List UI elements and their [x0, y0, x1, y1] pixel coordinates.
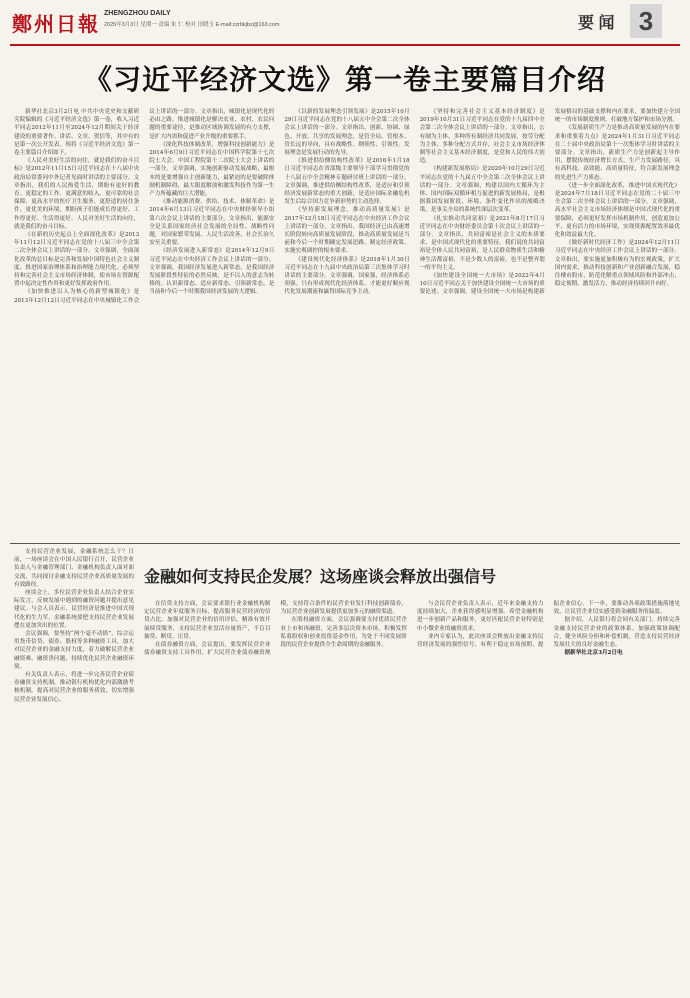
- byline: 据新华社北京3月2日电: [564, 650, 623, 657]
- main-paragraph: 《深化科技体制改革，增强科技创新能力》是2014年6月9日习近平同志在中国科学院第十七次院士大会、中国工程院第十二次院士大会上讲话的一部分。文章强调，实施创新驱动发展战略，最根本的是要增强自主创新能力，最紧迫的是要破除体制机制障碍，最大限度解放和激发科技作为第一生产力所蕴藏的巨大潜能。: [149, 141, 275, 198]
- main-paragraph: 《进一步全面深化改革，推进中国式现代化》是2024年7月18日习近平同志在党的二十届三中全会第二次全体会议上讲话的一部分。文章强调，高水平社会主义市场经济体制是中国式现代化的重要保障，必须更好发挥市场机制作用，创造更加公平、更有活力的市场环境，实现资源配置效率最优化和效益最大化。: [554, 182, 680, 239]
- sub-paragraph: 会议强调，要坚持“两个毫不动摇”，综合运用货币信贷、债券、股权等多种融资工具，加大对民营企业的金融支持力度，着力破解民营企业融资难、融资贵问题，持续优化民营企业融资环境。: [14, 631, 134, 670]
- sub-paragraph: 支持民营企业发展，金融系统怎么干？日前，一场座谈会在中国人民银行召开，民营企业负责人与金融管理部门、金融机构负责人面对面交流，共同探讨金融支持民营企业高质量发展的有效路径。: [14, 549, 134, 588]
- main-paragraph: 《坚持新发展理念，推动高质量发展》是2017年12月18日习近平同志在中央经济工作会议上讲话的一部分。文章指出，我国经济已由高速增长阶段转向高质量发展阶段，推动高质量发展是当前和今后一个时期确定发展思路、制定经济政策、实施宏观调控的根本要求。: [284, 207, 410, 255]
- page-number: 3: [630, 4, 662, 38]
- main-paragraph: 《发展新质生产力是推动高质量发展的内在要求和重要着力点》是2024年1月31日习近平同志在二十届中央政治局第十一次集体学习时讲话的主要部分。文章指出，新质生产力是创新起主导作用，摆脱传统经济增长方式、生产力发展路径，具有高科技、高效能、高质量特征，符合新发展理念的先进生产力质态。: [554, 125, 680, 181]
- sub-paragraph: 据介绍，人民银行将会同有关部门，持续完善金融支持民营企业的政策体系，加强政策协调配合，健全风险分担和补偿机制，营造支持民营经济发展壮大的良好金融生态。: [553, 617, 680, 649]
- main-paragraph: 新华社北京3月2日电 中共中央党史和文献研究院编辑的《习近平经济文选》第一卷，收入习近平同志2012年11月至2024年12月期间关于经济建设的重要著作、讲话、文章、贺信等，其中有的是第一次公开发表。现将《习近平经济文选》第一卷主要篇目介绍如下。: [14, 109, 140, 157]
- newspaper-logo: 鄭州日報: [12, 12, 100, 36]
- sub-paragraph: 业内专家认为，此次座谈会释放出金融支持民营经济发展的强烈信号，有利于稳定市场预期、提振企业信心。下一步，要推动各项政策措施落地见效，让民营企业切实感受到金融服务的温度。: [417, 601, 680, 649]
- sub-paragraph: 在债券融资方面，会议提出，要发挥民营企业债券融资支持工具作用，扩大民营企业债券融资规模，支持符合条件的民营企业发行科技创新债券，为民营企业创新发展提供更加多元的融资渠道。: [144, 601, 407, 657]
- sub-article-right-columns: [144, 600, 680, 986]
- main-paragraph: 《以新的发展理念引领发展》是2015年10月29日习近平同志在党的十八届五中全会第二次全体会议上讲话的一部分。文章指出，创新、协调、绿色、开放、共享的发展理念，是管全局、管根本、管长远的导向，具有战略性、纲领性、引领性。发展理念是发展行动的先导。: [284, 109, 410, 157]
- newspaper-logo-en: ZHENGZHOU DAILY: [104, 10, 171, 17]
- main-paragraph: 《做好新时代经济工作》是2024年12月11日习近平同志在中央经济工作会议上讲话的一部分。文章指出，要实施更加积极有为的宏观政策，扩大国内需求，推动科技创新和产业创新融合发展，稳住楼市股市，防范化解重点领域风险和外部冲击，稳定预期、激发活力，推动经济持续回升向好。: [554, 240, 680, 288]
- main-paragraph: 《构建新发展格局》是2020年10月29日习近平同志在党的十九届五中全会第二次全体会议上讲话的一部分。文章强调，构建以国内大循环为主体、国内国际双循环相互促进的新发展格局，是根据我国发展阶段、环境、条件变化作出的战略决策，是事关全局的系统性深层次变革。: [419, 166, 545, 214]
- main-paragraph: 《建设现代化经济体系》是2018年1月30日习近平同志在十九届中央政治局第三次集体学习时讲话的主要部分。文章强调，国家强，经济体系必须强。只有形成现代化经济体系，才能更好顺应现代化发展潮流和赢得国际竞争主动。: [284, 256, 410, 296]
- main-paragraph: 《推进供给侧结构性改革》是2016年1月18日习近平同志在省部级主要领导干部学习贯彻党的十八届五中全会精神专题研讨班上讲话的一部分。文章强调，推进供给侧结构性改革，是适应和引领经济发展新常态的重大创新，是适应国际金融危机发生后综合国力竞争新形势的主动选择。: [284, 158, 410, 206]
- main-paragraph: 《在新的历史起点上全面深化改革》是2013年11月12日习近平同志在党的十八届三中全会第二次全体会议上讲话的一部分。文章强调，全面深化改革的总目标是完善和发展中国特色社会主义制度、推进国家治理体系和治理能力现代化。必须坚持和完善社会主义市场经济体制，使市场在资源配置中起决定性作用和更好发挥政府作用。: [14, 232, 140, 288]
- sub-paragraph: 在信贷支持方面，会议要求银行业金融机构制定民营企业年度服务目标，提高服务民营经济的信贷占比。加强对民营企业的信用评估，精准有效开展续贷服务，支持民营企业盘活存量资产，不盲目抽贷、断贷、压贷。: [144, 601, 271, 640]
- masthead-rule: [10, 44, 680, 46]
- section-name: 要 闻: [578, 15, 615, 32]
- article-divider: [10, 543, 680, 544]
- sub-article: [14, 548, 680, 988]
- masthead: [0, 0, 690, 48]
- main-paragraph: 《推动能源消费、供给、技术、体制革命》是2014年6月13日习近平同志在中央财经领导小组第六次会议上讲话的主要部分。文章指出，能源安全是关系国家经济社会发展的全局性、战略性问题，对国家繁荣发展、人民生活改善、社会长治久安至关重要。: [149, 199, 275, 247]
- main-headline: 《习近平经济文选》第一卷主要篇目介绍: [83, 63, 606, 96]
- main-paragraph: 《加快推进以人为核心的新型城镇化》是2013年12月12日习近平同志在中央城镇化工作会议上讲话的一部分。文章指出，城镇化是现代化的必由之路，推进城镇化是解决农业、农村、农民问题的重要途径，是推动区域协调发展的有力支撑，是扩大内需和促进产业升级的重要抓手。: [14, 109, 275, 304]
- main-paragraph: 《加快建设全国统一大市场》是2022年4月10日习近平同志关于加快建设全国统一大市场的重要论述。文章强调，建设全国统一大市场是构建新发展格局的基础支撑和内在要求，要加快建立全国统一的市场制度规则，打破地方保护和市场分割。: [419, 109, 680, 296]
- masthead-info: 2025年3月3日 星期一 责编 朱 仁 校对 田晓玉 E-mail:zzrbkjbz@163.com: [104, 22, 280, 28]
- main-paragraph: 《坚持和完善社会主义基本经济制度》是2019年10月31日习近平同志在党的十九届四中全会第二次全体会议上讲话的一部分。文章指出，公有制为主体、多种所有制经济共同发展，按劳分配为主体、多种分配方式并存，社会主义市场经济体制等社会主义基本经济制度，是党和人民的伟大创造。: [419, 109, 545, 165]
- main-paragraph: 《扎实推动共同富裕》是2021年8月17日习近平同志在中央财经委员会第十次会议上讲话的一部分。文章指出，共同富裕是社会主义的本质要求，是中国式现代化的重要特征。我们说的共同富裕是全体人民共同富裕，是人民群众物质生活和精神生活都富裕，不是少数人的富裕，也不是整齐划一的平均主义。: [419, 215, 545, 271]
- main-article-body: [14, 108, 680, 540]
- sub-paragraph: 与会民营企业负责人表示，近年来金融支持力度持续加大，企业获得感明显增强。希望金融机构进一步创新产品和服务，更好匹配民营企业特别是中小微企业的融资需求。: [417, 601, 544, 632]
- main-paragraph: 《人民对美好生活的向往，就是我们的奋斗目标》是2012年11月15日习近平同志在十八届中央政治局常委同中外记者见面时讲话的主要部分。文章指出，我们的人民热爱生活，期盼有更好的教育、更稳定的工作、更满意的收入、更可靠的社会保障、更高水平的医疗卫生服务、更舒适的居住条件、更优美的环境，期盼孩子们能成长得更好、工作得更好、生活得更好。人民对美好生活的向往，就是我们的奋斗目标。: [14, 158, 140, 230]
- sub-headline: 金融如何支持民企发展？这场座谈会释放出强信号: [144, 569, 497, 586]
- main-paragraph: 《经济发展进入新常态》是2014年12月9日习近平同志在中央经济工作会议上讲话的一部分。文章强调，我国经济发展进入新常态，是我国经济发展阶段性特征的必然反映，是不以人的意志为转移的。认识新常态、适应新常态、引领新常态，是当前和今后一个时期我国经济发展的大逻辑。: [149, 248, 275, 296]
- sub-article-left-column: [14, 548, 134, 986]
- sub-paragraph: 有关负责人表示，将进一步完善民营企业债券融资支持机制，推动银行机构优化内部激励考核机制，提高对民营企业的服务质效，切实增强民营企业发展信心。: [14, 672, 134, 703]
- sub-paragraph: 座谈会上，多位民营企业负责人结合企业实际发言，反映发展中遇到的融资问题并提出意见建议。与会人员表示，民营经济是推进中国式现代化的生力军，金融系统要把支持民营企业发展摆在更加突出的位置。: [14, 590, 134, 629]
- sub-paragraph: 在股权融资方面，会议强调要支持优质民营企业上市和再融资，完善多层次资本市场，积极发挥私募股权和创业投资基金作用，为处于不同发展阶段的民营企业提供全生命周期的金融服务。: [280, 617, 407, 649]
